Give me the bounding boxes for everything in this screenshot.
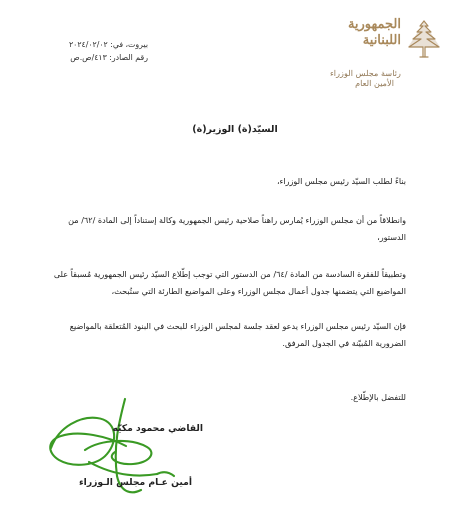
- letterhead-subtitle-line-2: الأمين العام: [355, 78, 394, 88]
- date-line: بيروت، في: ٢٠٢٤/٠٢/٠٢: [68, 40, 148, 49]
- letterhead-subtitle-line-1: رئاسة مجلس الوزراء: [329, 68, 401, 78]
- paragraph-mandate: وانطلاقاً من أن مجلس الوزراء يُمارس راهناً صلاحية رئيس الجمهورية وكالة إستناداً إلى المادة /٦٢/ من الدستور،: [68, 215, 406, 242]
- cedar-icon: [405, 18, 443, 62]
- letterhead-title-line-2: اللبنانية: [362, 33, 401, 48]
- paragraph-closing: للتفضل بالإطّلاع.: [350, 392, 406, 402]
- paragraph-request: بناءً لطلب السيّد رئيس مجلس الوزراء،: [276, 176, 406, 186]
- letterhead-title: [315, 17, 401, 49]
- paragraph-constitution: وتطبيقاً للفقرة السادسة من المادة /٦٤/ من الدستور التي توجب إطّلاع السيّد رئيس الجمهورية مُسبقاً على المواضيع التي يتضمنها جدول أعمال مجلس الوزراء وعلى المواضيع الطارئة التي ستُبحث،: [53, 269, 406, 296]
- addressee: السيّد(ة) الوزير(ة): [192, 124, 278, 135]
- letterhead: [293, 16, 443, 100]
- letterhead-subtitle: [315, 68, 401, 88]
- paragraph-meeting-call: فإن السيّد رئيس مجلس الوزراء يدعو لعقد جلسة لمجلس الوزراء للبحث في البنود المُتعلقة بالمواضيع الضرورية المُبيّنة في الجدول المرفق.: [69, 321, 406, 348]
- signatory-name: القاضي محمود مكيّه: [112, 423, 203, 434]
- reference-line: رقم الصادر: ٤١٣/ص.ص: [70, 53, 148, 62]
- letterhead-title-line-1: الجمهورية: [347, 17, 401, 32]
- signatory-title: أمين عـام مجلس الـوزراء: [78, 477, 192, 488]
- date-and-reference: [54, 38, 148, 64]
